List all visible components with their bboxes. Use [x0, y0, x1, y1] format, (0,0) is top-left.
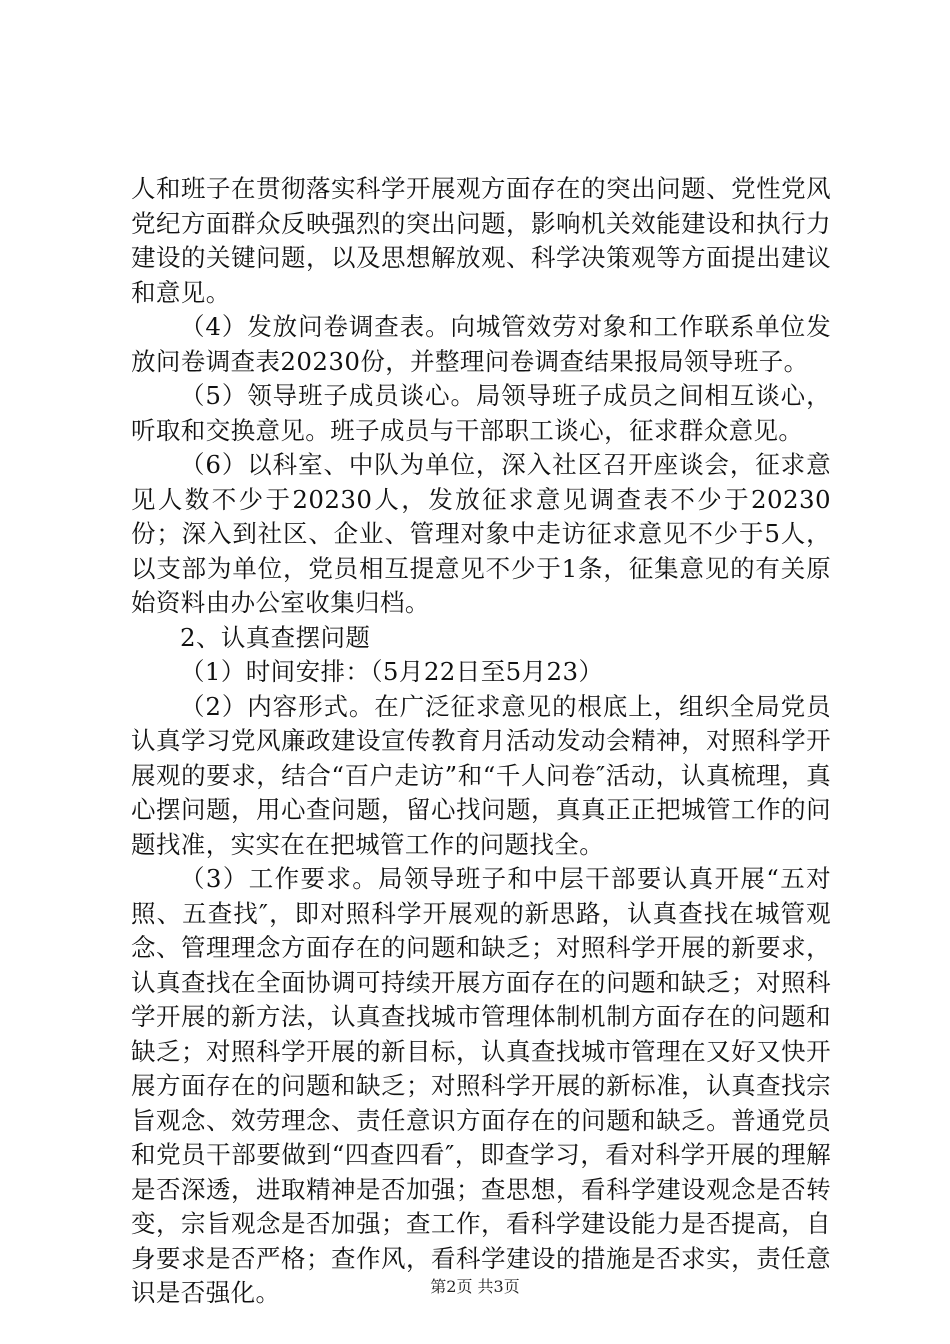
paragraph-item-6: （6）以科室、中队为单位，深入社区召开座谈会，征求意见人数不少于20230人，发放征求意见调查表不少于20230份；深入到社区、企业、管理对象中走访征求意见不少于5人，以支部为单位，党员相互提意见不少于1条，征集意见的有关原始资料由办公室收集归档。 [131, 450, 831, 617]
paragraph-work-requirements: （3）工作要求。局领导班子和中层干部要认真开展“五对照、五查找″，即对照科学开展观的新思路，认真查找在城管观念、管理理念方面存在的问题和缺乏；对照科学开展的新要求，认真查找在全面协调可持续开展方面存在的问题和缺乏；对照科学开展的新方法，认真查找城市管理体制机制方面存在的问题和缺乏；对照科学开展的新目标，认真查找城市管理在又好又快开展方面存在的问题和缺乏；对照科学开展的新标准，认真查找宗旨观念、效劳理念、责任意识方面存在的问题和缺乏。普通党员和党员干部要做到“四查四看″，即查学习，看对科学开展的理解是否深透，进取精神是否加强；查思想，看科学建设观念是否转变，宗旨观念是否加强；查工作，看科学建设能力是否提高，自身要求是否严格；查作风，看科学建设的措施是否求实，责任意识是否强化。 [131, 864, 831, 1307]
paragraph-time-schedule: （1）时间安排：（5月22日至5月23） [180, 657, 604, 686]
section-heading: 2、认真查摆问题 [180, 622, 371, 652]
paragraph-item-4: （4）发放问卷调查表。向城管效劳对象和工作联系单位发放问卷调查表20230份，并整理问卷调查结果报局领导班子。 [131, 312, 831, 376]
paragraph-continuation: 人和班子在贯彻落实科学开展观方面存在的突出问题、党性党风党纪方面群众反映强烈的突出问题，影响机关效能建设和执行力建设的关键问题，以及思想解放观、科学决策观等方面提出建议和意见。 [131, 174, 831, 307]
paragraph-content-form: （2）内容形式。在广泛征求意见的根底上，组织全局党员认真学习党风廉政建设宣传教育月活动发动会精神，对照科学开展观的要求，结合“百户走访”和“千人问卷″活动，认真梳理，真心摆问题，用心查问题，留心找问题，真真正正把城管工作的问题找准，实实在在把城管工作的问题找全。 [131, 691, 831, 859]
paragraph-item-5: （5）领导班子成员谈心。局领导班子成员之间相互谈心，听取和交换意见。班子成员与干部职工谈心，征求群众意见。 [131, 381, 831, 445]
page-footer: 第2页 共3页 [430, 1277, 520, 1296]
document-body [131, 172, 831, 1311]
